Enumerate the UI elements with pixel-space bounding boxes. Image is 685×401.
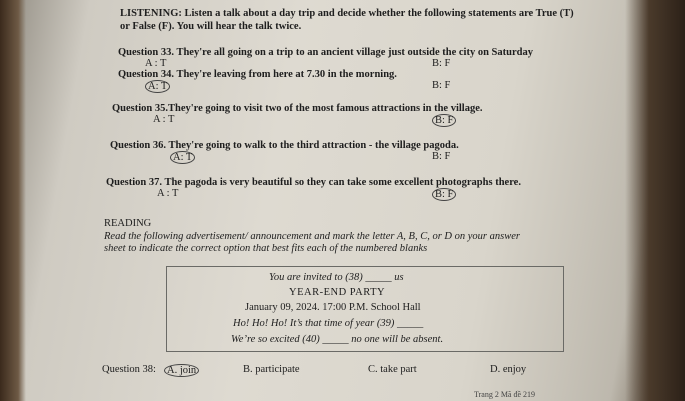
question-34-text: Question 34. They're leaving from here at 7.30 in the morning. bbox=[118, 69, 397, 80]
question-36-option-b[interactable]: B: F bbox=[432, 151, 451, 162]
reading-instruction-1: Read the following advertisement/ announcement and mark the letter A, B, C, or D on your answer bbox=[104, 231, 520, 242]
question-35-text: Question 35.They're going to visit two of the most famous attractions in the village. bbox=[112, 103, 483, 114]
wood-background-right bbox=[625, 0, 685, 401]
ad-title: YEAR-END PARTY bbox=[289, 287, 386, 298]
reading-heading: READING bbox=[104, 218, 152, 229]
question-33-option-b[interactable]: B: F bbox=[432, 58, 451, 69]
question-37 bbox=[106, 177, 521, 188]
question-36 bbox=[110, 140, 459, 151]
ad-excited-line: We’re so excited (40) _____ no one will be absent. bbox=[231, 334, 444, 345]
question-38-option-a[interactable] bbox=[164, 364, 199, 377]
question-34-option-a-label: A: T bbox=[145, 80, 170, 93]
reading-instruction-2: sheet to indicate the correct option that best fits each of the numbered blanks bbox=[104, 243, 428, 254]
question-33-option-a[interactable]: A : T bbox=[145, 58, 167, 69]
wood-background-left bbox=[0, 0, 26, 401]
listening-instruction-2: or False (F). You will hear the talk twice. bbox=[120, 21, 302, 32]
question-33 bbox=[118, 47, 533, 58]
advertisement-box bbox=[166, 266, 564, 352]
question-36-option-a-label: A: T bbox=[170, 151, 195, 164]
listening-instruction-1: LISTENING: Listen a talk about a day trip and decide whether the following statements are True (T) bbox=[120, 8, 574, 19]
question-33-text: Question 33. They're all going on a trip to an ancient village just outside the city on Saturday bbox=[118, 47, 533, 58]
question-35-option-b[interactable] bbox=[432, 114, 456, 127]
ad-invited-line: You are invited to (38) _____ us bbox=[269, 272, 404, 283]
question-35-option-a[interactable]: A : T bbox=[153, 114, 175, 125]
ad-date-line: January 09, 2024. 17:00 P.M. School Hall bbox=[245, 302, 421, 313]
question-37-option-b[interactable] bbox=[432, 188, 456, 201]
question-34-option-a[interactable] bbox=[145, 80, 170, 93]
question-37-text: Question 37. The pagoda is very beautiful so they can take some excellent photographs there. bbox=[106, 177, 521, 188]
question-36-text: Question 36. They're going to walk to the third attraction - the village pagoda. bbox=[110, 140, 459, 151]
question-37-option-a[interactable]: A : T bbox=[157, 188, 179, 199]
question-35-option-b-label: B: F bbox=[432, 114, 456, 127]
question-35 bbox=[112, 103, 483, 114]
question-38-option-c[interactable]: C. take part bbox=[368, 364, 417, 375]
ad-ho-line: Ho! Ho! Ho! It’s that time of year (39) _____ bbox=[233, 318, 424, 329]
question-38-option-d[interactable]: D. enjoy bbox=[490, 364, 527, 375]
page-footer: Trang 2 Mã đề 219 bbox=[474, 390, 536, 399]
question-37-option-b-label: B: F bbox=[432, 188, 456, 201]
question-34 bbox=[118, 69, 397, 80]
question-34-option-b[interactable]: B: F bbox=[432, 80, 451, 91]
question-36-option-a[interactable] bbox=[170, 151, 195, 164]
question-38-option-b[interactable]: B. participate bbox=[243, 364, 300, 375]
question-38-label: Question 38: bbox=[102, 364, 156, 375]
question-38-option-a-label: A. join bbox=[164, 364, 199, 377]
